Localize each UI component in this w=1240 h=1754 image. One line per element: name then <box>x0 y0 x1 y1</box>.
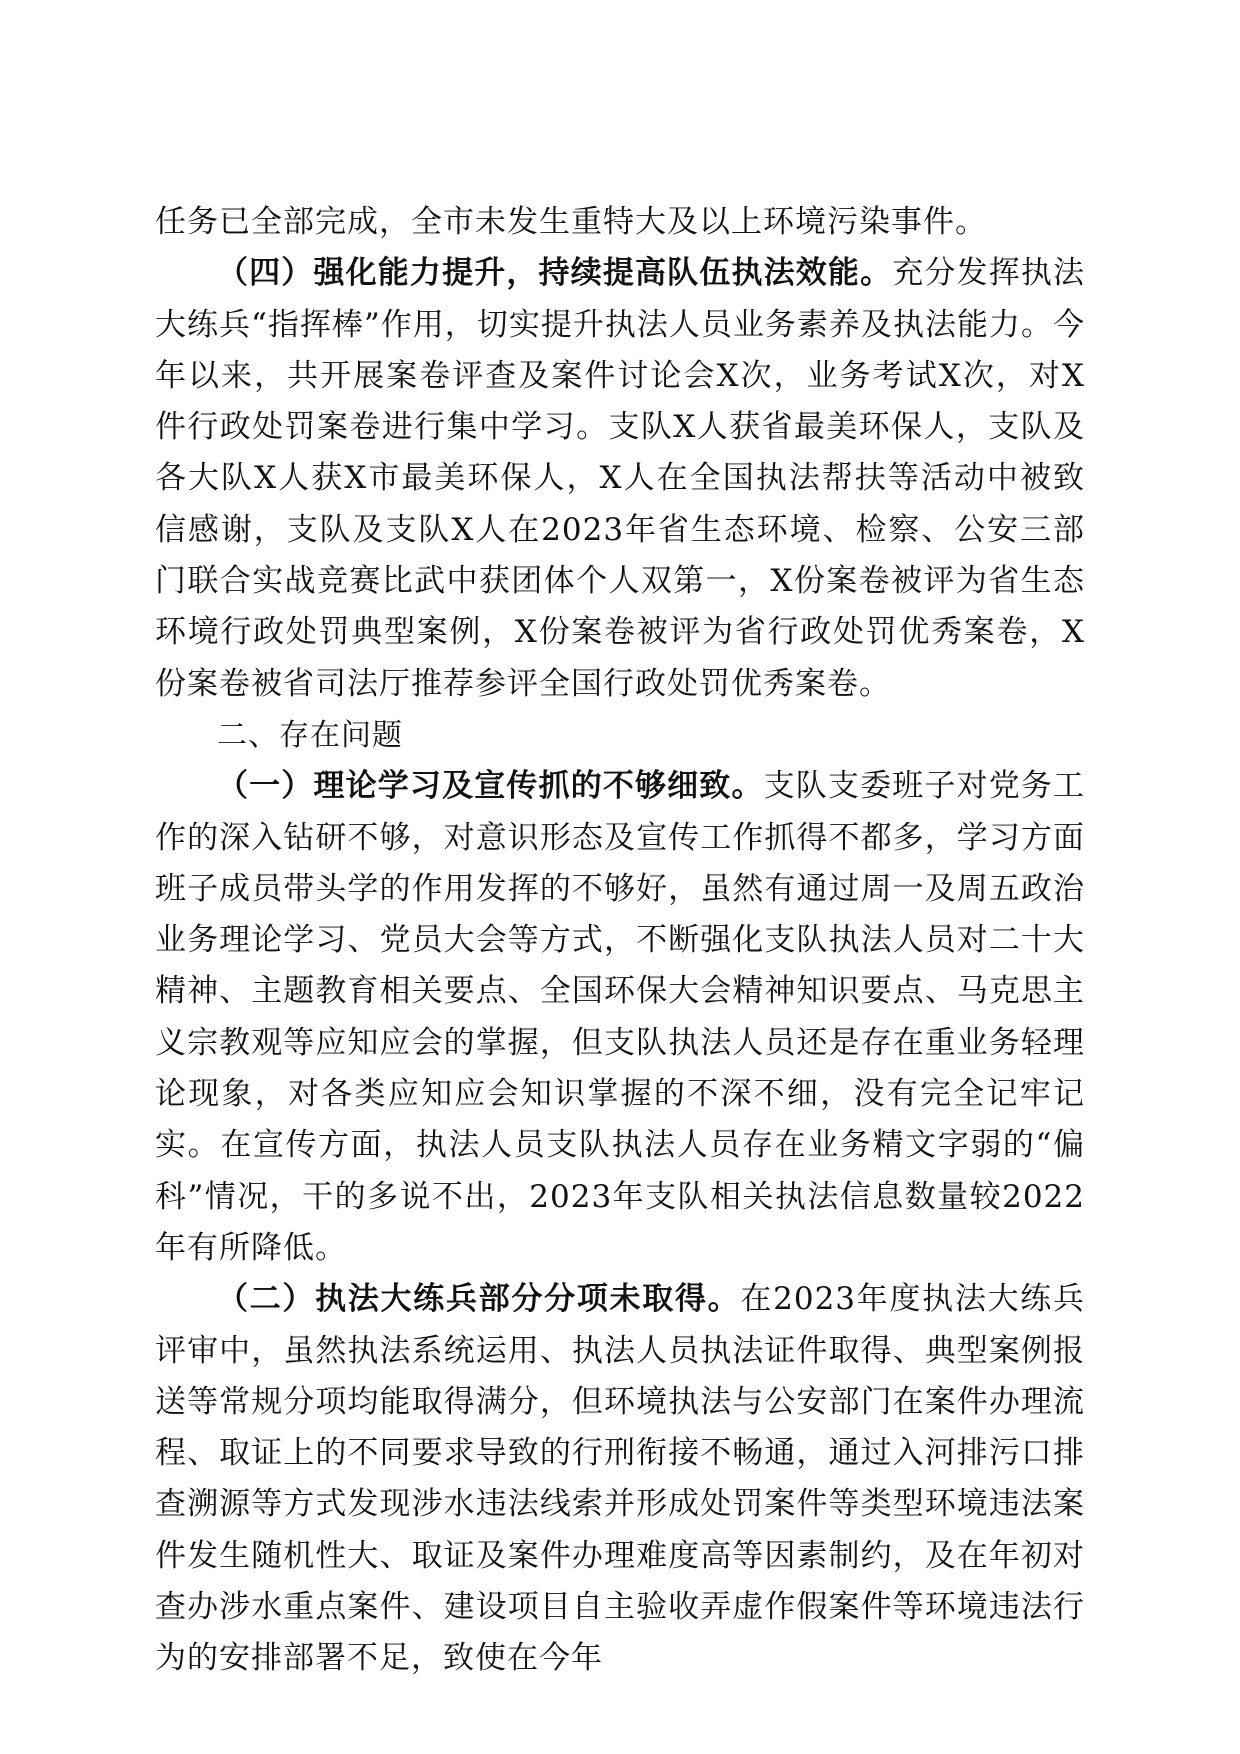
section-lead-1: （一）理论学习及宣传抓的不够细致。 <box>217 768 764 805</box>
paragraph-theory <box>155 761 1085 1274</box>
paragraph-body: 支队支委班子对党务工作的深入钻研不够，对意识形态及宣传工作抓得不都多，学习方面班子成员带头学的作用发挥的不够好，虽然有通过周一及周五政治业务理论学习、党员大会等方式，不断强化支队执法人员对二十大精神、主题教育相关要点、全国环保大会精神知识要点、马克思主义宗教观等应知应会的掌握，但支队执法人员还是存在重业务轻理论现象，对各类应知应会知识掌握的不深不细，没有完全记牢记实。在宣传方面，执法人员支队执法人员存在业务精文字弱的“偏科”情况，干的多说不出，2023年支队相关执法信息数量较2022年有所降低。 <box>155 768 1086 1266</box>
document-page <box>155 197 1085 1685</box>
section-lead-4: （四）强化能力提升，持续提高队伍执法效能。 <box>217 255 893 292</box>
section-heading-problems: 二、存在问题 <box>217 717 403 753</box>
paragraph-training <box>155 1274 1085 1684</box>
paragraph-body: 在2023年度执法大练兵评审中，虽然执法系统运用、执法人员执法证件取得、典型案例报送等常规分项均能取得满分，但环境执法与公安部门在案件办理流程、取证上的不同要求导致的行刑衔接不畅通，通过入河排污口排查溯源等方式发现涉水违法线索并形成处罚案件等类型环境违法案件发生随机性大、取证及案件办理难度高等因素制约，及在年初对查办涉水重点案件、建设项目自主验收弄虚作假案件等环境违法行为的安排部署不足，致使在今年 <box>155 1281 1085 1677</box>
paragraph-body: 充分发挥执法大练兵“指挥棒”作用，切实提升执法人员业务素养及执法能力。今年以来，共开展案卷评查及案件讨论会X次，业务考试X次，对X件行政处罚案卷进行集中学习。支队X人获省最美环保人，支队及各大队X人获X市最美环保人，X人在全国执法帮扶等活动中被致信感谢，支队及支队X人在2023年省生态环境、检察、公安三部门联合实战竞赛比武中获团体个人双第一，X份案卷被评为省生态环境行政处罚典型案例，X份案卷被评为省行政处罚优秀案卷，X份案卷被省司法厅推荐参评全国行政处罚优秀案卷。 <box>155 255 1086 702</box>
paragraph-capacity <box>155 248 1085 710</box>
paragraph-continued: 任务已全部完成，全市未发生重特大及以上环境污染事件。 <box>155 204 987 240</box>
section-lead-2: （二）执法大练兵部分分项未取得。 <box>217 1281 741 1318</box>
